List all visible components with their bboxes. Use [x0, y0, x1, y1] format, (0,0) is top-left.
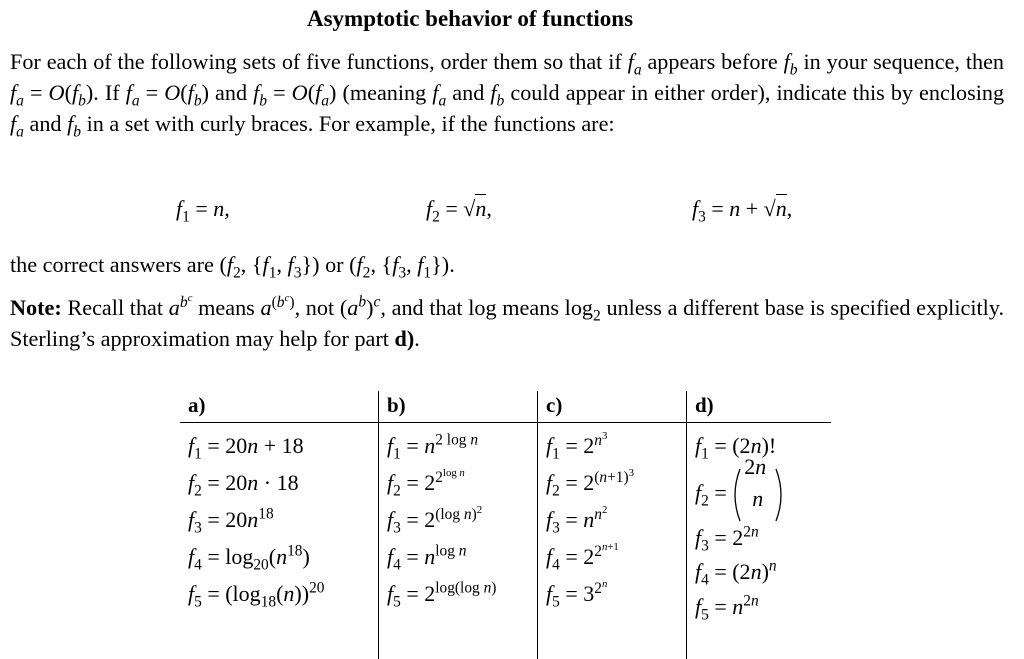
example-f1: $f_1 = n$, [176, 196, 230, 222]
c-f5: $f_5 = 3^{2^n}$ [546, 575, 678, 612]
b-f5: $f_5 = 2^{log(log n)}$ [387, 575, 529, 612]
b-f1: $f_1 = n^{2 log n}$ [387, 427, 529, 464]
c-f3: $f_3 = n^{n^2}$ [546, 501, 678, 538]
answer-line: the correct answers are ($f_2$, {$f_1$, $f_3$}) or ($f_2$, {$f_3$, $f_1$}). [10, 252, 455, 278]
example-f2: $f_2 = √n$, [426, 196, 492, 222]
c-f2: $f_2 = 2^{(n+1)^3}$ [546, 464, 678, 501]
column-header-c: c) [538, 391, 687, 423]
d-f4: $f_4 = (2n)^n$ [695, 554, 823, 590]
page-title: Asymptotic behavior of functions [0, 6, 940, 32]
column-b [379, 423, 538, 659]
functions-table [180, 391, 831, 659]
column-c [538, 423, 687, 659]
example-f3: $f_3 = n + √n$, [692, 196, 792, 222]
column-header-d: d) [687, 391, 832, 423]
a-f4: $f_4 = \log_{20}(n^{18})$ [188, 538, 370, 575]
c-f1: $f_1 = 2^{n^3}$ [546, 427, 678, 464]
b-f4: $f_4 = n^{log n}$ [387, 538, 529, 575]
column-a [180, 423, 379, 659]
column-d [687, 423, 832, 659]
column-header-b: b) [379, 391, 538, 423]
column-header-a: a) [180, 391, 379, 423]
note-paragraph: Note: Recall that $a^{b^c}$ means $a^{(b^c)}$, not $(a^b)^c$, and that log means $\log_2$ unless a different base is specified explicitly. Sterling’s approximation may help for part d). [10, 292, 1004, 354]
intro-paragraph: For each of the following sets of five functions, order them so that if $f_a$ appears before $f_b$ in your sequence, then $f_a = O(f_b)$. If $f_a = O(f_b)$ and $f_b = O(f_a)$ (meaning $f_a$ and $f_b$ could appear in either order), indicate this by enclosing $f_a$ and $f_b$ in a set with curly braces. For example, if the functions are: [10, 46, 1004, 139]
a-f5: $f_5 = (\log_{18}(n))^{20}$ [188, 575, 370, 612]
a-f2: $f_2 = 20n \cdot 18$ [188, 464, 370, 501]
d-f1: $f_1 = (2n)$! [695, 427, 823, 464]
d-f5: $f_5 = n^{2n}$ [695, 590, 823, 624]
b-f2: $f_2 = 2^{2^{log n}}$ [387, 464, 529, 501]
d-f2: $f_2$ = 2n n [695, 464, 823, 522]
a-f1: $f_1 = 20n + 18$ [188, 427, 370, 464]
b-f3: $f_3 = 2^{(log n)^2}$ [387, 501, 529, 538]
d-f3: $f_3 = 2^{2n}$ [695, 522, 823, 554]
a-f3: $f_3 = 20n^{18}$ [188, 501, 370, 538]
c-f4: $f_4 = 2^{2^{n+1}}$ [546, 538, 678, 575]
